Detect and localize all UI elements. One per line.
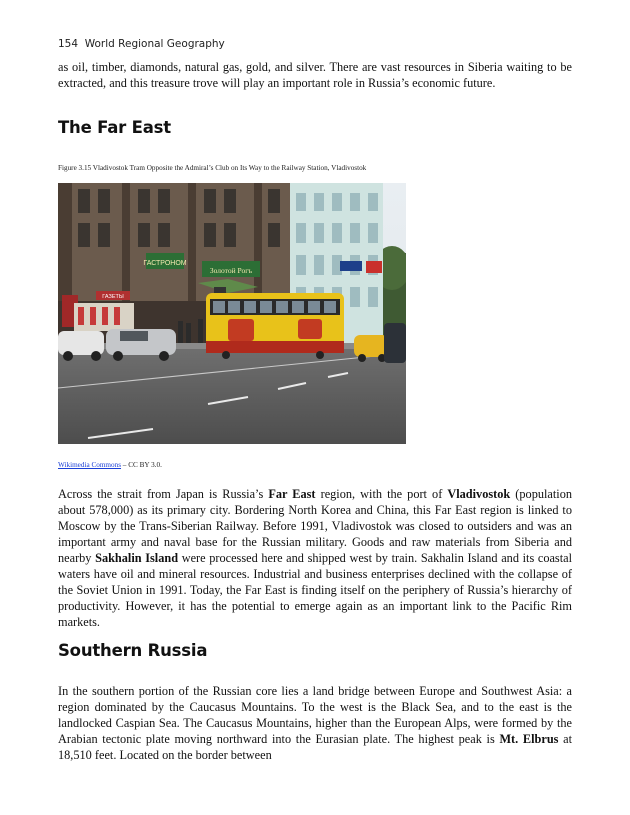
sign-zolotoy-rog: Золотой Рогъ bbox=[209, 266, 253, 275]
text-span: were processed here and shipped west by train. Sakhalin Island and its coastal waters have oil and mineral resources. Industrial and business enterprises declined with the collapse of the Soviet Union in 1991. Today, the Far East is finding itself on the periphery of Russia’s hierarchy of productivity. However, it has the potential to emerge again as an important link to the Pacific Rim markets. bbox=[58, 551, 573, 629]
license-text: – CC BY 3.0. bbox=[121, 461, 162, 469]
figure-credit bbox=[58, 461, 162, 469]
text-span: In the southern portion of the Russian core lies a land bridge between Europe and Southwest Asia: a region dominated by the Caucasus Mountains. To the west is the Black Sea, and to the east is the landlocked Caspian Sea. The Caucasus Mountains, higher than the European Alps, were formed by the Arabian tectonic plate moving northward into the Eurasian plate. The highest peak is bbox=[58, 684, 572, 746]
sign-gazety: ГАЗЕТЫ bbox=[102, 294, 124, 300]
term-far-east: Far East bbox=[268, 487, 316, 501]
term-mt-elbrus: Mt. Elbrus bbox=[499, 732, 559, 746]
figure-caption: Figure 3.15 Vladivostok Tram Opposite the Admiral’s Club on Its Way to the Railway Station, Vladivostok bbox=[58, 164, 367, 172]
term-sakhalin-island: Sakhalin Island bbox=[95, 551, 179, 565]
figure-photo-vladivostok-tram bbox=[58, 183, 406, 444]
term-vladivostok: Vladivostok bbox=[447, 487, 511, 501]
text-span: region, with the port of bbox=[315, 487, 448, 501]
text-span: Across the strait from Japan is Russia’s bbox=[58, 487, 269, 501]
text-span: (population about 578,000) as its primary city. Bordering North Korea and China, this Far East region is linked to Moscow by the Trans-Siberian Railway. Before 1991, Vladivostok was closed to outsiders and was an important army and naval base for the Russian military. Goods and raw materials from Siberia and nearby bbox=[58, 487, 572, 565]
sign-gastronom: ГАСТРОНОМ bbox=[143, 260, 187, 267]
book-title: World Regional Geography bbox=[84, 38, 225, 50]
text-span: at 18,510 feet. Located on the border between bbox=[58, 732, 573, 762]
southern-russia-paragraph bbox=[58, 683, 572, 763]
heading-far-east: The Far East bbox=[58, 118, 171, 137]
heading-southern-russia: Southern Russia bbox=[58, 641, 208, 660]
far-east-paragraph bbox=[58, 486, 572, 630]
page-number: 154 bbox=[58, 38, 79, 50]
running-header bbox=[58, 38, 225, 50]
intro-paragraph: as oil, timber, diamonds, natural gas, gold, and silver. There are vast resources in Siberia waiting to be extracted, and this treasure trove will play an important role in Russia’s economic future. bbox=[58, 60, 572, 90]
wikimedia-commons-link[interactable]: Wikimedia Commons bbox=[58, 461, 121, 469]
